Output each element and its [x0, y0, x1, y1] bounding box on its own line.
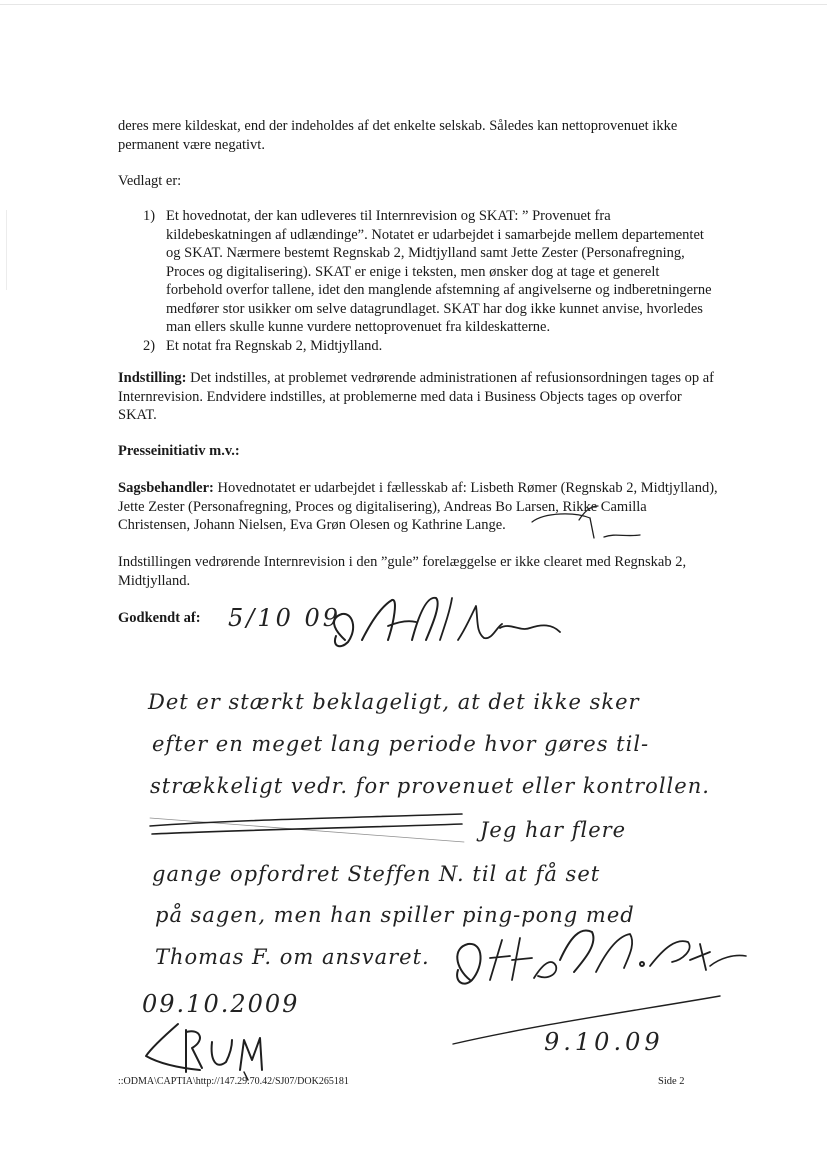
caseworkers-label: Sagsbehandler:: [118, 480, 214, 496]
handwritten-note-line: på sagen, men han spiller ping-pong med: [155, 903, 635, 927]
list-item-number: 1): [143, 208, 156, 224]
list-item-text: Et notat fra Regnskab 2, Midtjylland.: [166, 337, 383, 354]
handwritten-note-line: Det er stærkt beklageligt, at det ikke sker: [148, 690, 640, 714]
footer-document-path: ::ODMA\CAPTIA\http://147.29.70.42/SJ07/DOK265181: [118, 1076, 349, 1087]
recommendation-text: Det indstilles, at problemet vedrørende administrationen af refusionsordningen tages op af Internrevision. Endvidere indstilles, at problemerne med data i Business Objects tages op overfor SKAT.: [118, 370, 714, 423]
approver-signature: [334, 598, 560, 646]
recommendation-label: Indstilling:: [118, 370, 187, 386]
handwritten-note-line: efter en meget lang periode hvor gøres til-: [152, 732, 650, 756]
list-item-number: 2): [143, 337, 156, 354]
handwritten-left-date: 09.10.2009: [142, 990, 300, 1018]
handwritten-note-line: Thomas F. om ansvaret.: [155, 945, 430, 969]
approved-label: Godkendt af:: [118, 610, 201, 626]
intro-paragraph: deres mere kildeskat, end der indeholdes af det enkelte selskab. Således kan nettoprovenuet ikke permanent være negativt.: [118, 118, 678, 153]
caseworkers-text: Hovednotatet er udarbejdet i fællesskab af: Lisbeth Rømer (Regnskab 2, Midtjylland), Jette Zester (Personafregning, Proces og digitalisering), Andreas Bo Larsen, Rikke Camilla Christensen, Johann Nielsen, Eva Grøn Olesen og Kathrine Lange.: [118, 480, 718, 533]
handwritten-right-date: 9.10.09: [544, 1028, 664, 1056]
clearance-paragraph: Indstillingen vedrørende Internrevision i den ”gule” forelæggelse er ikke clearet med Regnskab 2, Midtjylland.: [118, 554, 687, 589]
handwritten-note-line: gange opfordret Steffen N. til at få set: [152, 862, 601, 886]
attachments-heading: Vedlagt er:: [118, 173, 182, 189]
list-item-text: Et hovednotat, der kan udleveres til Internrevision og SKAT: ” Provenuet fra kildebeskatningen af udlændinge”. Notatet er udarbejdet i samarbejde mellem departementet og SKAT. Nærmere bestemt Regnskab 2, Midtjylland samt Jette Zester (Personafregning, Proces og digitalisering). SKAT er enige i teksten, men ønsker dog at tage et generelt forbehold overfor tallene, idet den manglende afstemning af angivelserne og indberetningerne medfører stor usikker om selve datagrundlaget. SKAT har dog ikke kunnet anvise, hvorledes man ellers skulle kunne vurdere nettoprovenuet fra kildeskatterne.: [166, 208, 712, 335]
right-signature: [453, 930, 746, 1044]
handwritten-approval-date: 5/10 09: [228, 604, 342, 632]
handwritten-note-line: strækkeligt vedr. for provenuet eller kontrollen.: [150, 774, 710, 798]
footer-page-number: Side 2: [658, 1076, 685, 1087]
handwritten-note-line: Jeg har flere: [480, 818, 627, 842]
edit-caret-mark: [532, 514, 590, 522]
left-initials: [146, 1024, 262, 1080]
press-heading-text: Presseinitiativ m.v.:: [118, 443, 240, 459]
strike-through-marks: [150, 814, 464, 842]
